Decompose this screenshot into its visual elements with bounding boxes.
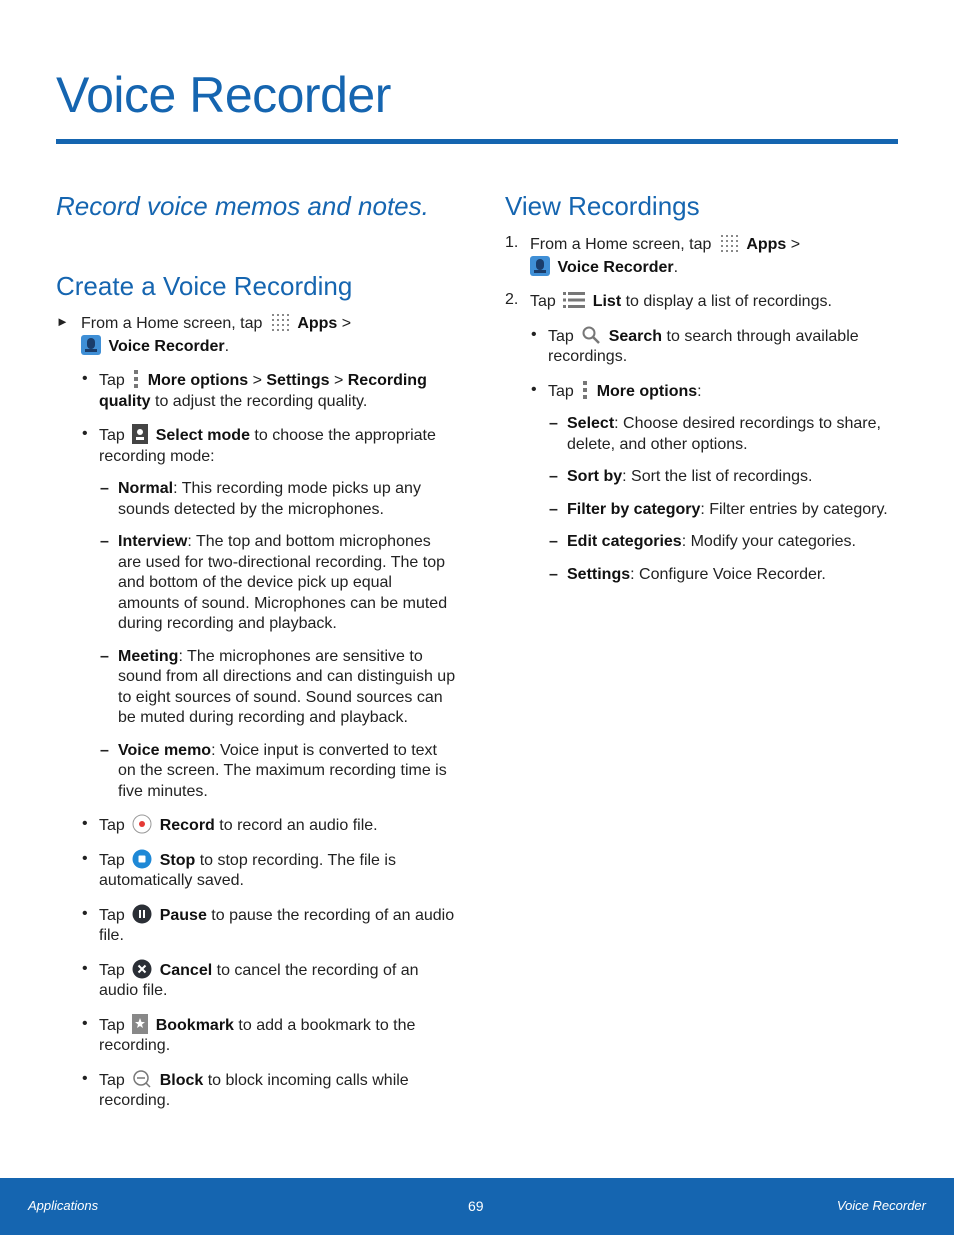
arrow-marker: ► <box>56 314 69 329</box>
option-select: – Select: Choose desired recordings to share, delete, and other options. <box>549 415 881 453</box>
create-step: ► From a Home screen, tap Apps > Voice Recorder. <box>56 314 352 355</box>
view-step-2: 2. Tap List to display a list of recordings. <box>505 291 832 310</box>
option-sort-by: – Sort by: Sort the list of recordings. <box>549 468 813 485</box>
right-column <box>505 190 905 585</box>
bullet-cancel: • Tap Cancel to cancel the recording of an audio file. <box>82 959 419 999</box>
apps-grid-icon <box>719 233 739 253</box>
view-heading: View Recordings <box>505 191 700 221</box>
footer-bar <box>0 1178 954 1235</box>
mode-interview: – Interview: The top and bottom microphones are used for two-directional recording. The top and bottom of the device pick up equal amounts of sound. Microphones can be muted during recording and playback. <box>100 533 448 632</box>
apps-label: Apps <box>297 315 338 332</box>
bullet-record: • Tap Record to record an audio file. <box>82 815 378 834</box>
page-number: 69 <box>468 1198 484 1214</box>
option-filter-by-category: – Filter by category: Filter entries by category. <box>549 500 888 518</box>
more-options-icon <box>581 380 589 400</box>
select-mode-icon <box>132 424 148 444</box>
pause-icon <box>132 904 152 924</box>
apps-grid-icon <box>270 312 290 332</box>
option-edit-categories: – Edit categories: Modify your categories. <box>549 533 856 550</box>
footer-section-label: Applications <box>28 1198 99 1213</box>
bullet-more-options: • Tap More options > Settings > Recording quality to adjust the recording quality. <box>82 370 427 410</box>
view-step-1: 1. From a Home screen, tap Apps > Voice Recorder. <box>505 234 801 276</box>
bullet-block: • Tap Block to block incoming calls while recording. <box>82 1069 409 1109</box>
page-title: Voice Recorder <box>56 67 391 123</box>
voice-recorder-app-icon <box>530 256 550 276</box>
record-icon <box>132 814 152 834</box>
bullet-select-mode: • Tap Select mode to choose the appropriate recording mode: <box>82 425 436 465</box>
stop-icon <box>132 849 152 869</box>
create-heading: Create a Voice Recording <box>56 271 353 301</box>
page-subtitle: Record voice memos and notes. <box>56 191 429 221</box>
bullet-search: • Tap Search to search through available recordings. <box>531 325 859 365</box>
title-rule <box>56 139 898 144</box>
cancel-icon <box>132 959 152 979</box>
mode-normal: – Normal: This recording mode picks up any sounds detected by the microphones. <box>100 480 421 518</box>
option-settings: – Settings: Configure Voice Recorder. <box>549 565 826 583</box>
bullet-stop: • Tap Stop to stop recording. The file is automatically saved. <box>82 849 396 889</box>
left-column <box>56 190 456 1112</box>
mode-voice-memo: – Voice memo: Voice input is converted to text on the screen. The maximum recording time is five minutes. <box>100 741 447 800</box>
bookmark-icon <box>132 1014 148 1034</box>
bullet-bookmark: • Tap Bookmark to add a bookmark to the recording. <box>82 1014 416 1054</box>
search-icon <box>581 325 601 345</box>
voice-recorder-app-icon <box>81 335 101 355</box>
bullet-pause: • Tap Pause to pause the recording of an audio file. <box>82 904 455 944</box>
footer-chapter-label: Voice Recorder <box>836 1198 926 1213</box>
mode-meeting: – Meeting: The microphones are sensitive to sound from all directions and can distinguish up to eight sources of sound. Sound sources can be muted during recording and playback. <box>100 647 456 726</box>
voice-recorder-label: Voice Recorder <box>108 337 225 355</box>
bullet-more-options: • Tap More options: <box>531 380 702 400</box>
block-icon <box>132 1069 152 1089</box>
list-icon <box>563 290 585 310</box>
more-options-icon <box>132 369 140 389</box>
